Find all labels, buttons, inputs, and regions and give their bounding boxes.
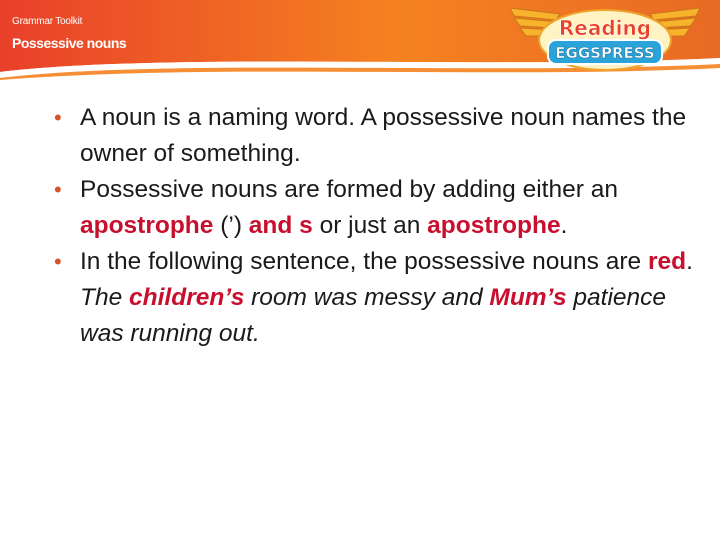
logo-line1: Reading (558, 16, 652, 40)
example-sentence-b: room was messy and (244, 284, 490, 311)
highlight-mums: Mum’s (489, 284, 567, 311)
bullet-3 (54, 244, 694, 352)
reading-eggspress-logo (500, 0, 710, 78)
example-sentence-c: patience was running out. (80, 284, 667, 347)
highlight-and-s: and s (248, 212, 313, 239)
bullet-2 (54, 172, 694, 244)
logo-line2: EGGSPRESS (555, 44, 655, 62)
bullet-list (54, 100, 694, 352)
highlight-apostrophe: apostrophe (80, 212, 214, 239)
bullet-2-text-a: Possessive nouns are formed by adding either an (80, 176, 618, 203)
bullet-2-text-d: . (560, 212, 568, 239)
bullet-2-text-c: or just an (312, 212, 428, 239)
bullet-1 (54, 100, 694, 172)
example-sentence-a: The (80, 284, 130, 311)
series-label: Grammar Toolkit (12, 16, 83, 27)
bullet-3-text-b: . (686, 248, 693, 275)
highlight-apostrophe-2: apostrophe (427, 212, 561, 239)
bullet-3-text-a: In the following sentence, the possessive nouns are (80, 248, 648, 275)
bullet-2-text-b: (’) (213, 212, 249, 239)
topic-title: Possessive nouns (12, 35, 127, 51)
bullet-dot: • (54, 177, 62, 202)
bullet-dot: • (54, 105, 62, 130)
bullet-dot: • (54, 249, 62, 274)
highlight-childrens: children’s (129, 284, 245, 311)
bullet-1-text: A noun is a naming word. A possessive noun names the owner of something. (80, 104, 687, 167)
highlight-red-word: red (647, 248, 687, 275)
